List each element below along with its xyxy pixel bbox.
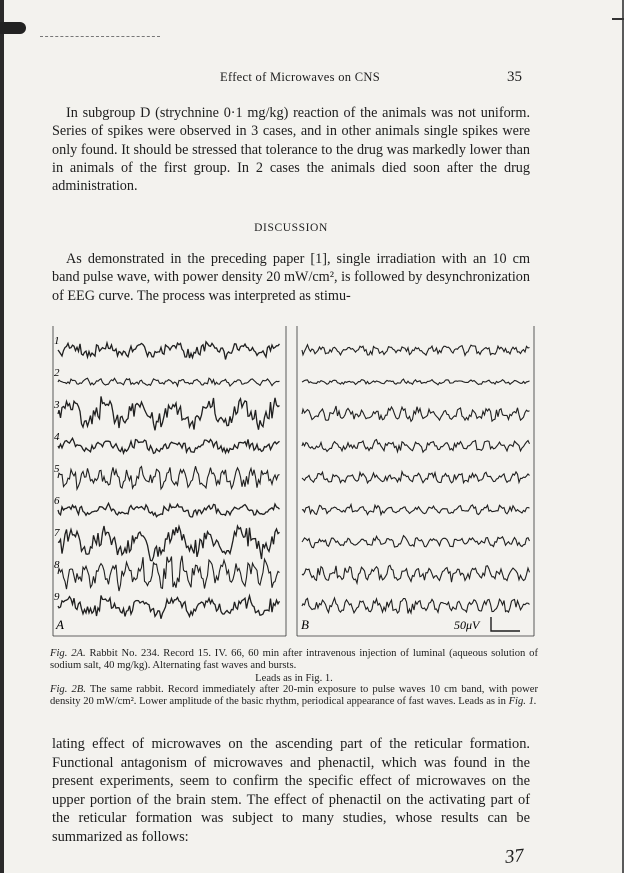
caption-fig-2b-ref: Fig. 1. (508, 696, 537, 708)
lead-number-9: 9 (54, 591, 60, 603)
scan-smudge (40, 36, 160, 40)
lead-number-3: 3 (54, 399, 60, 411)
lead-number-6: 6 (54, 495, 60, 507)
scan-right-tick (612, 18, 624, 20)
lead-number-2: 2 (54, 367, 60, 379)
caption-fig-2b (50, 684, 538, 709)
caption-fig-2a-text: Rabbit No. 234. Record 15. IV. 66, 60 min after intravenous injection of luminal (aqueous solution of sodium salt, 40 mg/kg). Alternating fast waves and bursts. (50, 648, 538, 672)
caption-fig-2a (50, 648, 538, 685)
caption-fig-2b-text: The same rabbit. Record immediately after 20-min exposure to pulse waves 10 cm band, with power density 20 mW/cm². Lower amplitude of the basic rhythm, periodical appearance of fast waves. Leads as in (50, 684, 538, 708)
section-heading: DISCUSSION (254, 222, 328, 234)
lead-number-labels (53, 335, 60, 603)
eeg-figure (50, 324, 536, 640)
lead-number-5: 5 (54, 463, 60, 475)
lead-number-1: 1 (54, 335, 60, 347)
scan-left-edge (0, 0, 4, 873)
handwritten-page-mark: 37 (503, 845, 525, 868)
lead-number-8: 8 (54, 559, 60, 571)
lead-number-4: 4 (54, 431, 60, 443)
paragraph-functional-antagonism: lating effect of microwaves on the ascending part of the reticular formation. Functional antagonism of microwaves and phenactil, which was found in the present experiments, seem to confirm the specific effect of microwaves on the upper portion of the brain stem. The effect of phenactil on the activating part of the reticular formation was subject to many studies, whose results can be summarized as follows: (52, 736, 530, 845)
paragraph-discussion: As demonstrated in the preceding paper [1], single irradiation with an 10 cm band pulse wave, with power density 20 mW/cm², is followed by desynchronization of EEG curve. The process was interpreted as stimu- (52, 251, 530, 304)
caption-fig-2b-label: Fig. 2B. (50, 684, 86, 695)
page-number: 35 (507, 69, 522, 85)
panel-a-label: A (56, 617, 64, 632)
panel-b-label: B (301, 617, 309, 632)
caption-fig-2a-tail: Leads as in Fig. 1. (255, 672, 333, 684)
scale-bar-label: 50μV (454, 618, 480, 632)
paragraph-subgroup-d: In subgroup D (strychnine 0·1 mg/kg) reaction of the animals was not uniform. Series of spikes were observed in 3 cases, and in other animals single spikes were only found. It should be stressed that tolerance to the drug was markedly lower than in animals of the first group. In 2 cases the animals died soon after the drug administration. (52, 105, 530, 195)
scan-corner-mark (0, 22, 26, 34)
lead-number-7: 7 (54, 527, 60, 539)
running-header: Effect of Microwaves on CNS (220, 70, 380, 84)
caption-fig-2a-label: Fig. 2A. (50, 648, 86, 659)
